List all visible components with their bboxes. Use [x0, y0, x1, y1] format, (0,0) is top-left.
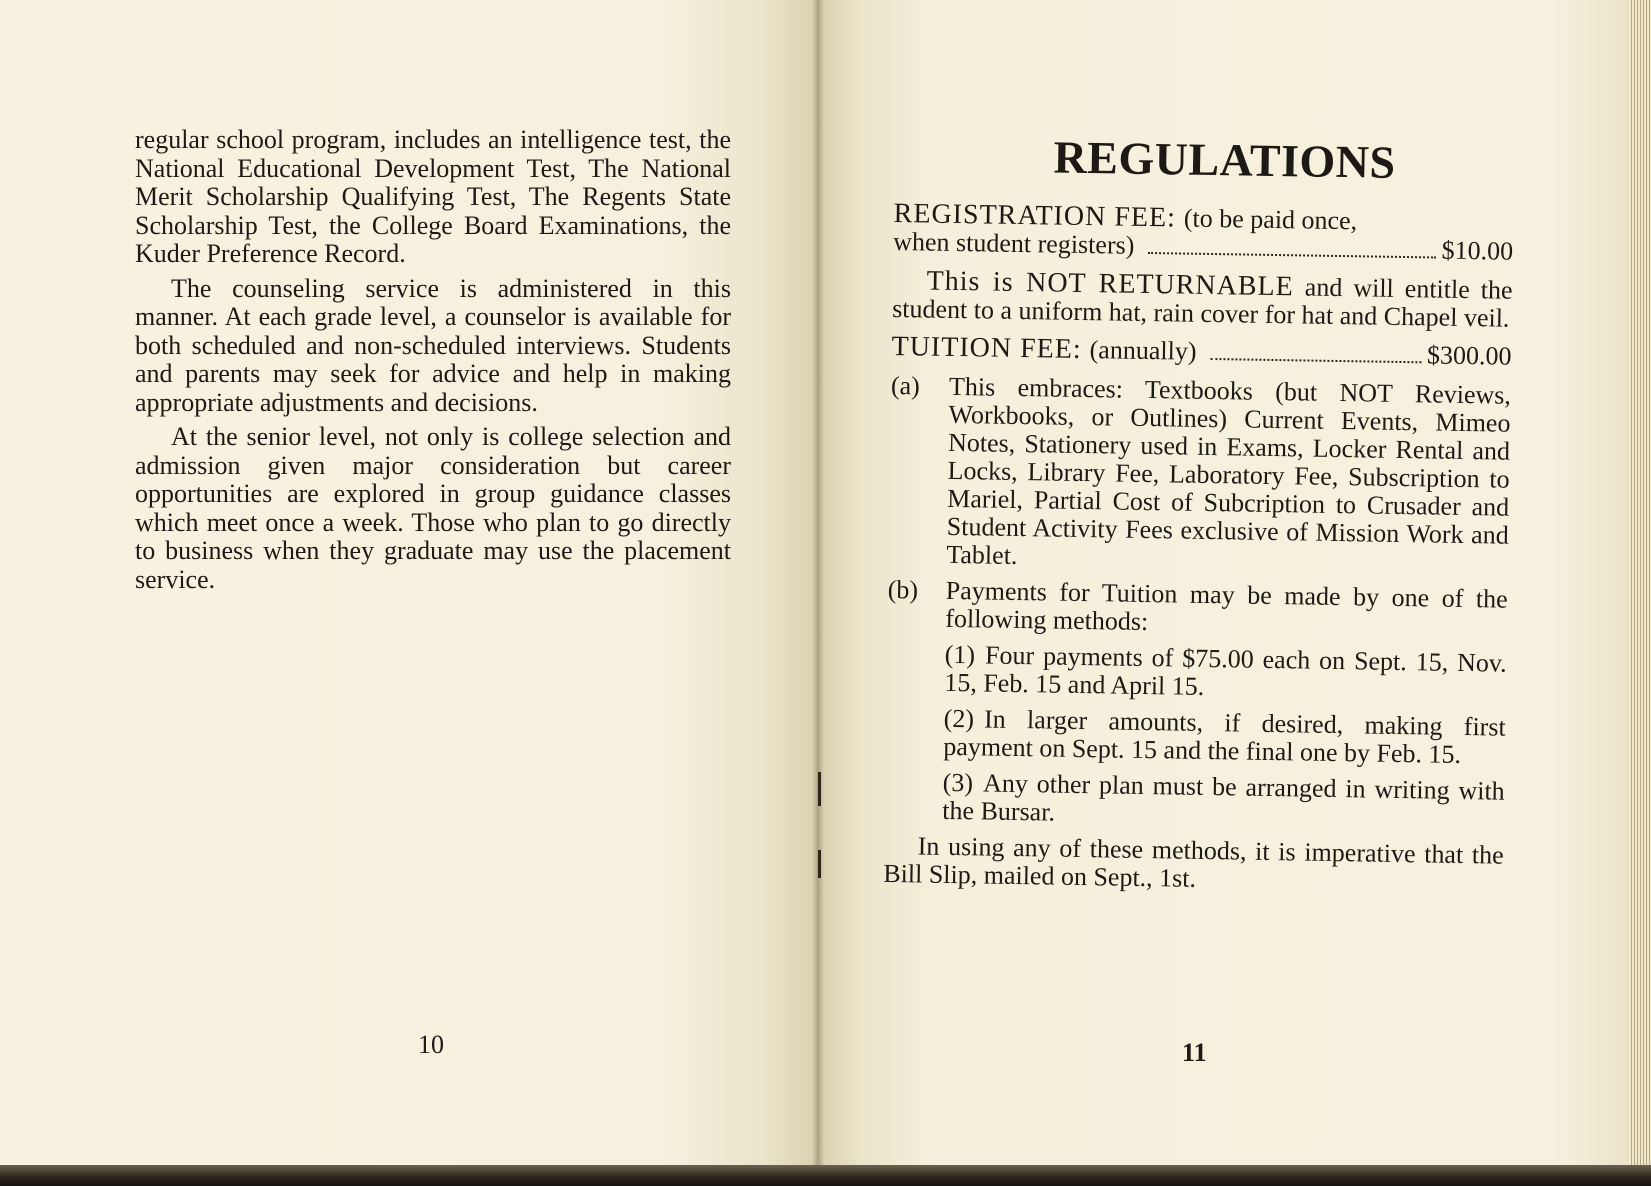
left-page: [0, 0, 818, 1172]
method-text: Any other plan must be arranged in writing with the Bursar.: [942, 768, 1505, 827]
method-text: In larger amounts, if desired, making first payment on Sept. 15 and the final one by Feb. 15.: [943, 704, 1506, 769]
registration-description-rest: and will entitle the student to a uniform hat, rain cover for hat and Chapel veil.: [891, 272, 1513, 333]
item-marker: (b): [887, 574, 919, 605]
registration-fee-note: (to be paid once,: [1183, 203, 1358, 236]
tuition-fee-label: TUITION FEE:: [891, 330, 1082, 365]
payment-method-1: [886, 640, 1507, 706]
registration-description: [892, 267, 1513, 333]
binding-stitch: [818, 850, 821, 878]
right-page-body: [883, 130, 1515, 908]
item-marker: (a): [890, 370, 921, 401]
closing-paragraph: In using any of these methods, it is imperative that the Bill Slip, mailed on Sept., 1st.: [883, 831, 1504, 893]
item-text: This embraces: Textbooks (but NOT Reviews, Workbooks, or Outlines) Current Events, Mimeo Notes, Stationery used in Exams, Locker Rental and Locks, Library Fee, Laboratory Fee, Subscription to Mariel, Partial Cost of Subcription to Crusader and Student Activity Fees exclusive of Mission Work and Tablet.: [946, 371, 1512, 570]
left-page-body: [135, 126, 731, 600]
left-paragraph-3: At the senior level, not only is college selection and admission given major consideration but career opportunities are explored in group guidance classes which meet once a week. Those who plan to go directly to business when they graduate may use the placement service.: [135, 422, 731, 594]
tuition-fee-line: [891, 330, 1512, 372]
tuition-item-a: [888, 372, 1511, 578]
left-page-number: 10: [418, 1030, 444, 1059]
page-title-text: REGULATIONS: [1053, 131, 1396, 188]
left-paragraph-1: regular school program, includes an intelligence test, the National Educational Development Test, The National Merit Scholarship Qualifying Test, The Regents State Scholarship Test, the College Board Examinations, the Kuder Preference Record.: [135, 125, 731, 268]
payment-method-2: [885, 704, 1506, 770]
registration-description-lead: This is NOT RETURNABLE: [926, 265, 1295, 303]
item-text: Payments for Tuition may be made by one of the following methods:: [945, 575, 1508, 637]
method-number: (2): [943, 703, 975, 734]
tuition-fee-amount: $300.00: [1426, 340, 1512, 371]
book-spine: [812, 0, 824, 1172]
registration-fee-note-cont: when student registers): [893, 226, 1135, 260]
right-page-number: 11: [1182, 1038, 1207, 1067]
method-number: (1): [944, 639, 976, 670]
book-bottom-edge: [0, 1165, 1651, 1186]
tuition-item-b: [887, 576, 1508, 642]
leader-dots: [1148, 252, 1435, 259]
binding-stitch: [818, 772, 821, 806]
leader-dots: [1210, 358, 1421, 363]
registration-fee-label: REGISTRATION FEE:: [893, 197, 1177, 234]
method-number: (3): [942, 767, 974, 798]
payment-method-3: [884, 768, 1505, 834]
page-title: [894, 130, 1515, 190]
method-text: Four payments of $75.00 each on Sept. 15, Nov. 15, Feb. 15 and April 15.: [944, 640, 1507, 701]
left-paragraph-2: The counseling service is administered in this manner. At each grade level, a counselor is available for both scheduled and non-scheduled interviews. Students and parents may seek for advice and help in making appropriate adjustments and decisions.: [135, 273, 731, 417]
registration-fee-amount: $10.00: [1441, 235, 1514, 266]
tuition-fee-note: (annually): [1089, 335, 1197, 366]
